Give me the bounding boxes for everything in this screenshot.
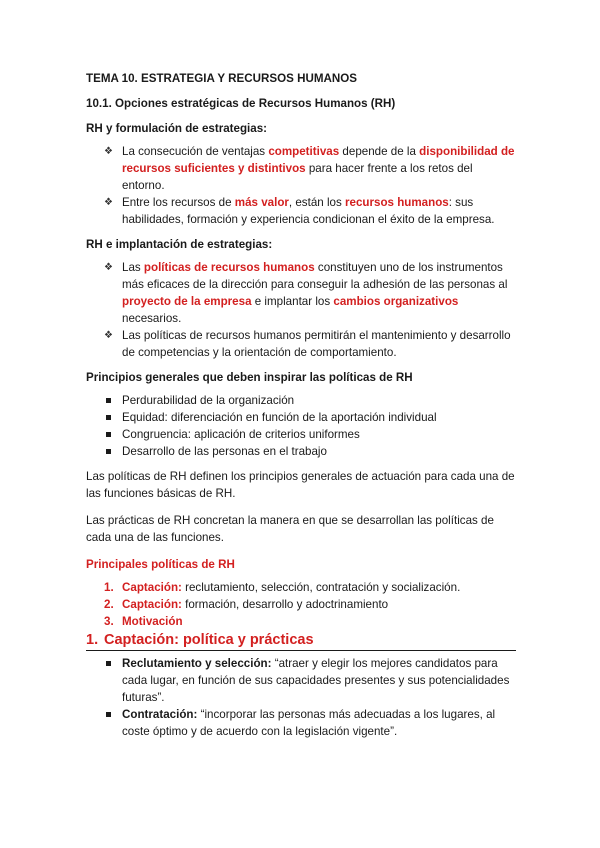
formulacion-heading: RH y formulación de estrategias: [86, 122, 268, 135]
formulacion-list [86, 143, 516, 228]
list-item [86, 392, 516, 409]
highlight: Motivación [122, 615, 183, 628]
bold-label: Contratación: [122, 708, 198, 721]
text: e implantar los [251, 295, 334, 308]
item-number: 2. [104, 598, 114, 611]
list-item [86, 655, 516, 706]
text: necesarios. [122, 312, 182, 325]
list-item [86, 596, 516, 613]
text: Las [122, 261, 144, 274]
list-item [86, 327, 516, 361]
item-number: 3. [104, 615, 114, 628]
text: reclutamiento, selección, contratación y socialización. [181, 581, 461, 594]
diamond-bullet-icon: ❖ [104, 262, 113, 273]
list-item [86, 259, 516, 327]
square-bullet-icon [106, 398, 111, 403]
implantacion-heading: RH e implantación de estrategias: [86, 238, 273, 251]
diamond-bullet-icon: ❖ [104, 330, 113, 341]
captacion-list [86, 655, 516, 740]
text: Equidad: diferenciación en función de la aportación individual [122, 411, 437, 424]
list-item [86, 706, 516, 740]
square-bullet-icon [106, 415, 111, 420]
text: Entre los recursos de [122, 196, 235, 209]
text: Congruencia: aplicación de criterios uniformes [122, 428, 360, 441]
list-item [86, 194, 516, 228]
square-bullet-icon [106, 712, 111, 717]
principios-heading: Principios generales que deben inspirar las políticas de RH [86, 371, 413, 384]
highlight: proyecto de la empresa [122, 295, 252, 308]
text: Perdurabilidad de la organización [122, 394, 295, 407]
list-item [86, 579, 516, 596]
item-number: 1. [104, 581, 114, 594]
highlight: cambios organizativos [333, 295, 459, 308]
highlight: disponibilidad de recursos suficientes y distintivos [122, 145, 515, 175]
list-item [86, 409, 516, 426]
square-bullet-icon [106, 661, 111, 666]
highlight: más valor [234, 196, 289, 209]
principios-list [86, 392, 516, 460]
paragraph-politicas: Las políticas de RH definen los principios generales de actuación para cada una de las funciones básicas de RH. [86, 470, 515, 500]
highlight: competitivas [268, 145, 340, 158]
highlight: Captación: [122, 598, 182, 611]
highlight: políticas de recursos humanos [143, 261, 315, 274]
text: para hacer frente a los retos del entorno. [122, 162, 473, 192]
text: : sus habilidades, formación y experiencia condicionan el éxito de la empresa. [122, 196, 495, 226]
highlight: Captación: [122, 581, 182, 594]
section-heading: 10.1. Opciones estratégicas de Recursos Humanos (RH) [86, 97, 396, 110]
text: La consecución de ventajas [122, 145, 269, 158]
text: constituyen uno de los instrumentos más eficaces de la dirección para conseguir la adhesión de las personas al [122, 261, 508, 291]
principales-list [86, 579, 516, 630]
document-title: TEMA 10. ESTRATEGIA Y RECURSOS HUMANOS [86, 72, 357, 85]
list-item [86, 426, 516, 443]
text: “atraer y elegir los mejores candidatos para cada lugar, en función de sus capacidades presentes y sus potencialidades futuras”. [122, 657, 510, 704]
square-bullet-icon [106, 449, 111, 454]
heading-number: 1. [86, 632, 99, 648]
implantacion-list [86, 259, 516, 361]
heading-text: Captación: política y prácticas [104, 632, 314, 648]
square-bullet-icon [106, 432, 111, 437]
diamond-bullet-icon: ❖ [104, 146, 113, 157]
highlight: recursos humanos [345, 196, 449, 209]
bold-label: Reclutamiento y selección: [122, 657, 272, 670]
text: “incorporar las personas más adecuadas a los lugares, al coste óptimo y de acuerdo con la legislación vigente”. [122, 708, 496, 738]
text: Las políticas de recursos humanos permitirán el mantenimiento y desarrollo de competencias y la orientación de comportamiento. [122, 329, 511, 359]
diamond-bullet-icon: ❖ [104, 197, 113, 208]
text: depende de la [339, 145, 420, 158]
paragraph-practicas: Las prácticas de RH concretan la manera en que se desarrollan las políticas de cada una de las funciones. [86, 514, 494, 544]
list-item [86, 143, 516, 194]
captacion-heading [86, 632, 516, 651]
text: , están los [288, 196, 345, 209]
list-item [86, 613, 516, 630]
list-item [86, 443, 516, 460]
text: formación, desarrollo y adoctrinamiento [181, 598, 389, 611]
principales-heading: Principales políticas de RH [86, 558, 235, 571]
text: Desarrollo de las personas en el trabajo [122, 445, 327, 458]
document-content [86, 70, 516, 748]
